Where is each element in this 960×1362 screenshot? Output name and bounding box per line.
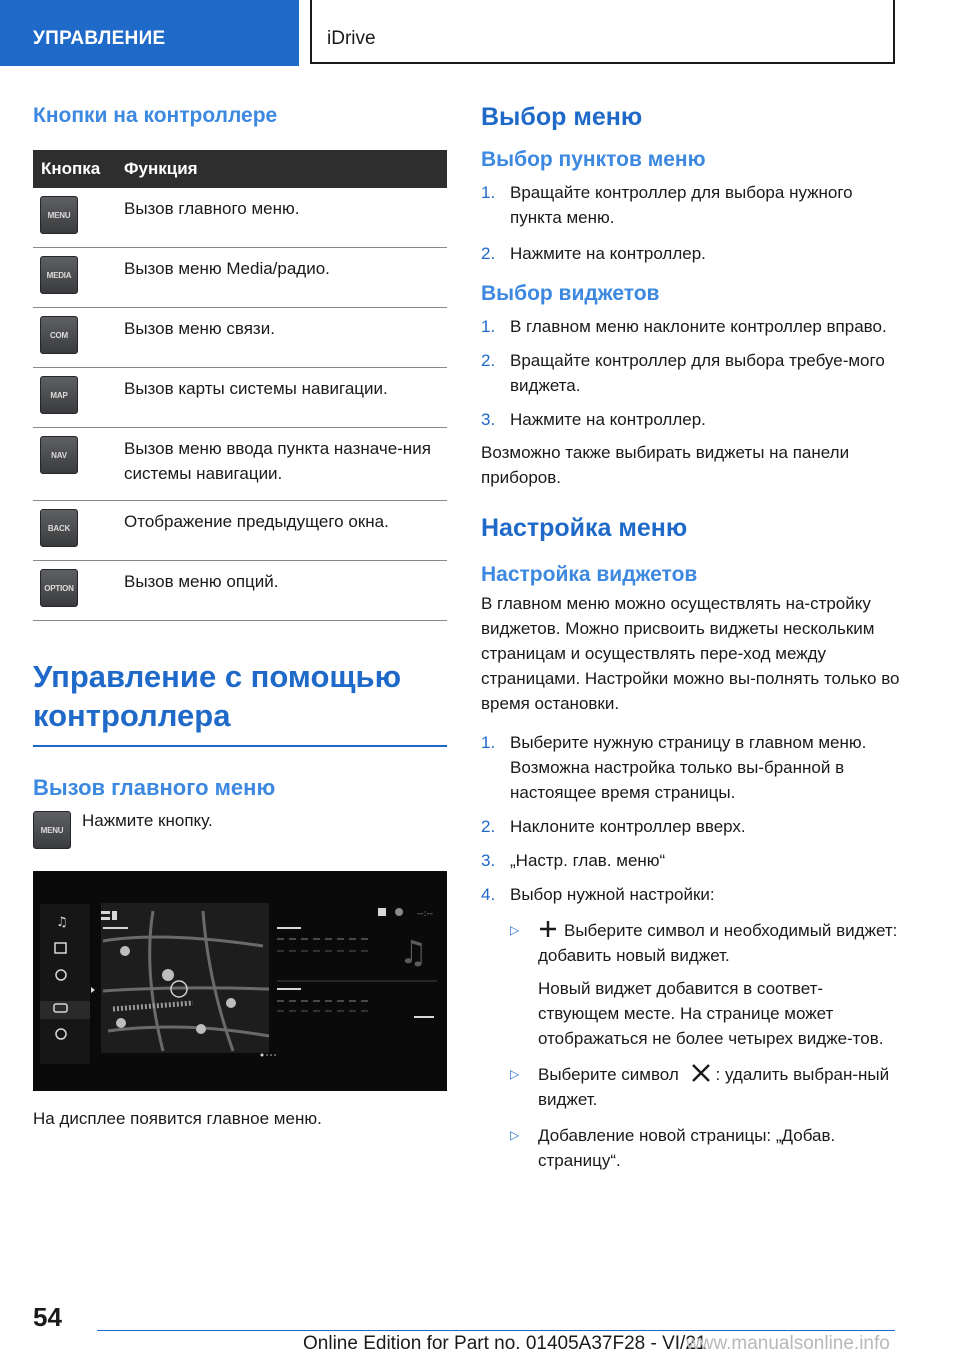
select-menu-heading: Выбор меню <box>481 103 643 131</box>
step-text: Выбор нужной настройки: <box>510 885 715 904</box>
main-menu-screenshot <box>33 871 447 1091</box>
list-item <box>481 314 901 339</box>
table-row <box>33 368 447 428</box>
widget-setup-text: В главном меню можно осуществлять на-стройку виджетов. Можно присвоить виджеты нескольким страницам и осуществлять пере-ход между страницами. Настройки можно вы-полнять только во время остановки. <box>481 594 900 713</box>
table-row <box>33 248 447 308</box>
step-number: 3. <box>481 851 496 870</box>
menu-key-icon: MENU <box>40 196 78 234</box>
select-items-list <box>481 180 901 266</box>
step-number: 1. <box>481 733 496 752</box>
bullet-text: Выберите символ <box>538 1065 679 1084</box>
column-header: Кнопка <box>33 150 116 188</box>
press-menu-instruction <box>33 811 447 849</box>
watermark: www.manualsonline.info <box>686 1333 890 1354</box>
main-menu-heading: Вызов главного меню <box>33 775 276 800</box>
svg-text:--:--: --:-- <box>417 909 434 919</box>
table-cell: Вызов меню ввода пункта назначе-ния системы навигации. <box>116 428 447 501</box>
step-number: 2. <box>481 244 496 263</box>
step-number: 1. <box>481 183 496 202</box>
chapter-title: iDrive <box>327 28 376 49</box>
list-item <box>481 348 901 398</box>
step-number: 4. <box>481 885 496 904</box>
step-text: Вращайте контроллер для выбора требуе-мого виджета. <box>510 351 885 395</box>
instruction-text: Нажмите кнопку. <box>82 811 213 830</box>
step-text: Нажмите на контроллер. <box>510 410 706 429</box>
table-row <box>33 308 447 368</box>
step-number: 2. <box>481 817 496 836</box>
table-row <box>33 561 447 621</box>
triangle-bullet-icon: ▷ <box>510 923 520 937</box>
page-number: 54 <box>33 1302 62 1332</box>
table-header-row <box>33 150 447 188</box>
step-text: Нажмите на контроллер. <box>510 244 706 263</box>
list-item <box>481 848 901 873</box>
menu-key-icon: MENU <box>33 811 71 849</box>
step-text: Вращайте контроллер для выбора нужного пункта меню. <box>510 183 853 227</box>
step-number: 2. <box>481 351 496 370</box>
svg-text:♫: ♫ <box>399 933 428 971</box>
media-key-icon: MEDIA <box>40 256 78 294</box>
select-items-heading: Выбор пунктов меню <box>481 148 706 171</box>
plus-icon <box>538 919 558 939</box>
control-heading: Управление с помощью контроллера <box>33 659 402 733</box>
edition-text: Online Edition for Part no. 01405A37F28 - VI/21 <box>303 1333 707 1354</box>
idrive-display-image <box>33 871 447 1091</box>
step-text: „Настр. глав. меню“ <box>510 851 666 870</box>
display-caption: На дисплее появится главное меню. <box>33 1109 322 1128</box>
section-title: УПРАВЛЕНИЕ <box>33 28 166 49</box>
buttons-heading: Кнопки на контроллере <box>33 104 278 127</box>
table-cell: Вызов меню опций. <box>116 561 447 621</box>
setup-steps-list <box>481 730 901 1173</box>
com-key-icon: COM <box>40 316 78 354</box>
bullet-note: Новый виджет добавится в соответ-ствующем месте. На странице может отображаться не более четырех видже-тов. <box>538 979 884 1048</box>
option-key-icon: OPTION <box>40 569 78 607</box>
table-cell: Вызов карты системы навигации. <box>116 368 447 428</box>
right-column <box>481 100 901 1173</box>
list-item <box>481 1062 901 1112</box>
step-number: 3. <box>481 410 496 429</box>
triangle-bullet-icon: ▷ <box>510 1128 520 1142</box>
close-icon <box>690 1063 712 1083</box>
list-item <box>481 730 901 805</box>
list-item <box>481 180 901 230</box>
nav-key-icon: NAV <box>40 436 78 474</box>
buttons-table <box>33 150 447 621</box>
list-item <box>481 407 901 432</box>
heading-rule <box>33 745 447 747</box>
list-item <box>481 814 901 839</box>
step-number: 1. <box>481 317 496 336</box>
bullet-text: Выберите символ и необходимый виджет: добавить новый виджет. <box>538 921 898 965</box>
step-text: В главном меню наклоните контроллер вправо. <box>510 317 887 336</box>
table-cell: Вызов меню Media/радио. <box>116 248 447 308</box>
list-item <box>481 1123 901 1173</box>
svg-text:♫: ♫ <box>56 915 68 930</box>
left-column <box>33 100 447 1131</box>
select-widgets-list <box>481 314 901 432</box>
back-key-icon: BACK <box>40 509 78 547</box>
select-widgets-heading: Выбор виджетов <box>481 282 660 305</box>
section-tab <box>0 0 299 66</box>
table-row <box>33 188 447 248</box>
bullet-text: : удалить выбран-ный виджет. <box>538 1065 890 1109</box>
widget-setup-heading: Настройка виджетов <box>481 563 698 586</box>
triangle-bullet-icon: ▷ <box>510 1067 520 1081</box>
column-header: Функция <box>116 150 447 188</box>
table-cell: Вызов главного меню. <box>116 188 447 248</box>
list-item <box>481 241 901 266</box>
widgets-note: Возможно также выбирать виджеты на панели приборов. <box>481 443 850 487</box>
step-text: Наклоните контроллер вверх. <box>510 817 746 836</box>
table-row <box>33 428 447 501</box>
map-key-icon: MAP <box>40 376 78 414</box>
step-text: Выберите нужную страницу в главном меню. Возможна настройка только вы-бранной в настоящее время страницы. <box>510 733 867 802</box>
chapter-box <box>310 0 895 64</box>
table-cell: Отображение предыдущего окна. <box>116 501 447 561</box>
menu-setup-heading: Настройка меню <box>481 514 688 542</box>
table-cell: Вызов меню связи. <box>116 308 447 368</box>
bullet-text: Добавление новой страницы: „Добав. страницу“. <box>538 1126 836 1170</box>
table-row <box>33 501 447 561</box>
list-item <box>481 882 901 907</box>
list-item <box>481 976 901 1051</box>
list-item <box>481 918 901 968</box>
footer-rule <box>97 1330 895 1331</box>
